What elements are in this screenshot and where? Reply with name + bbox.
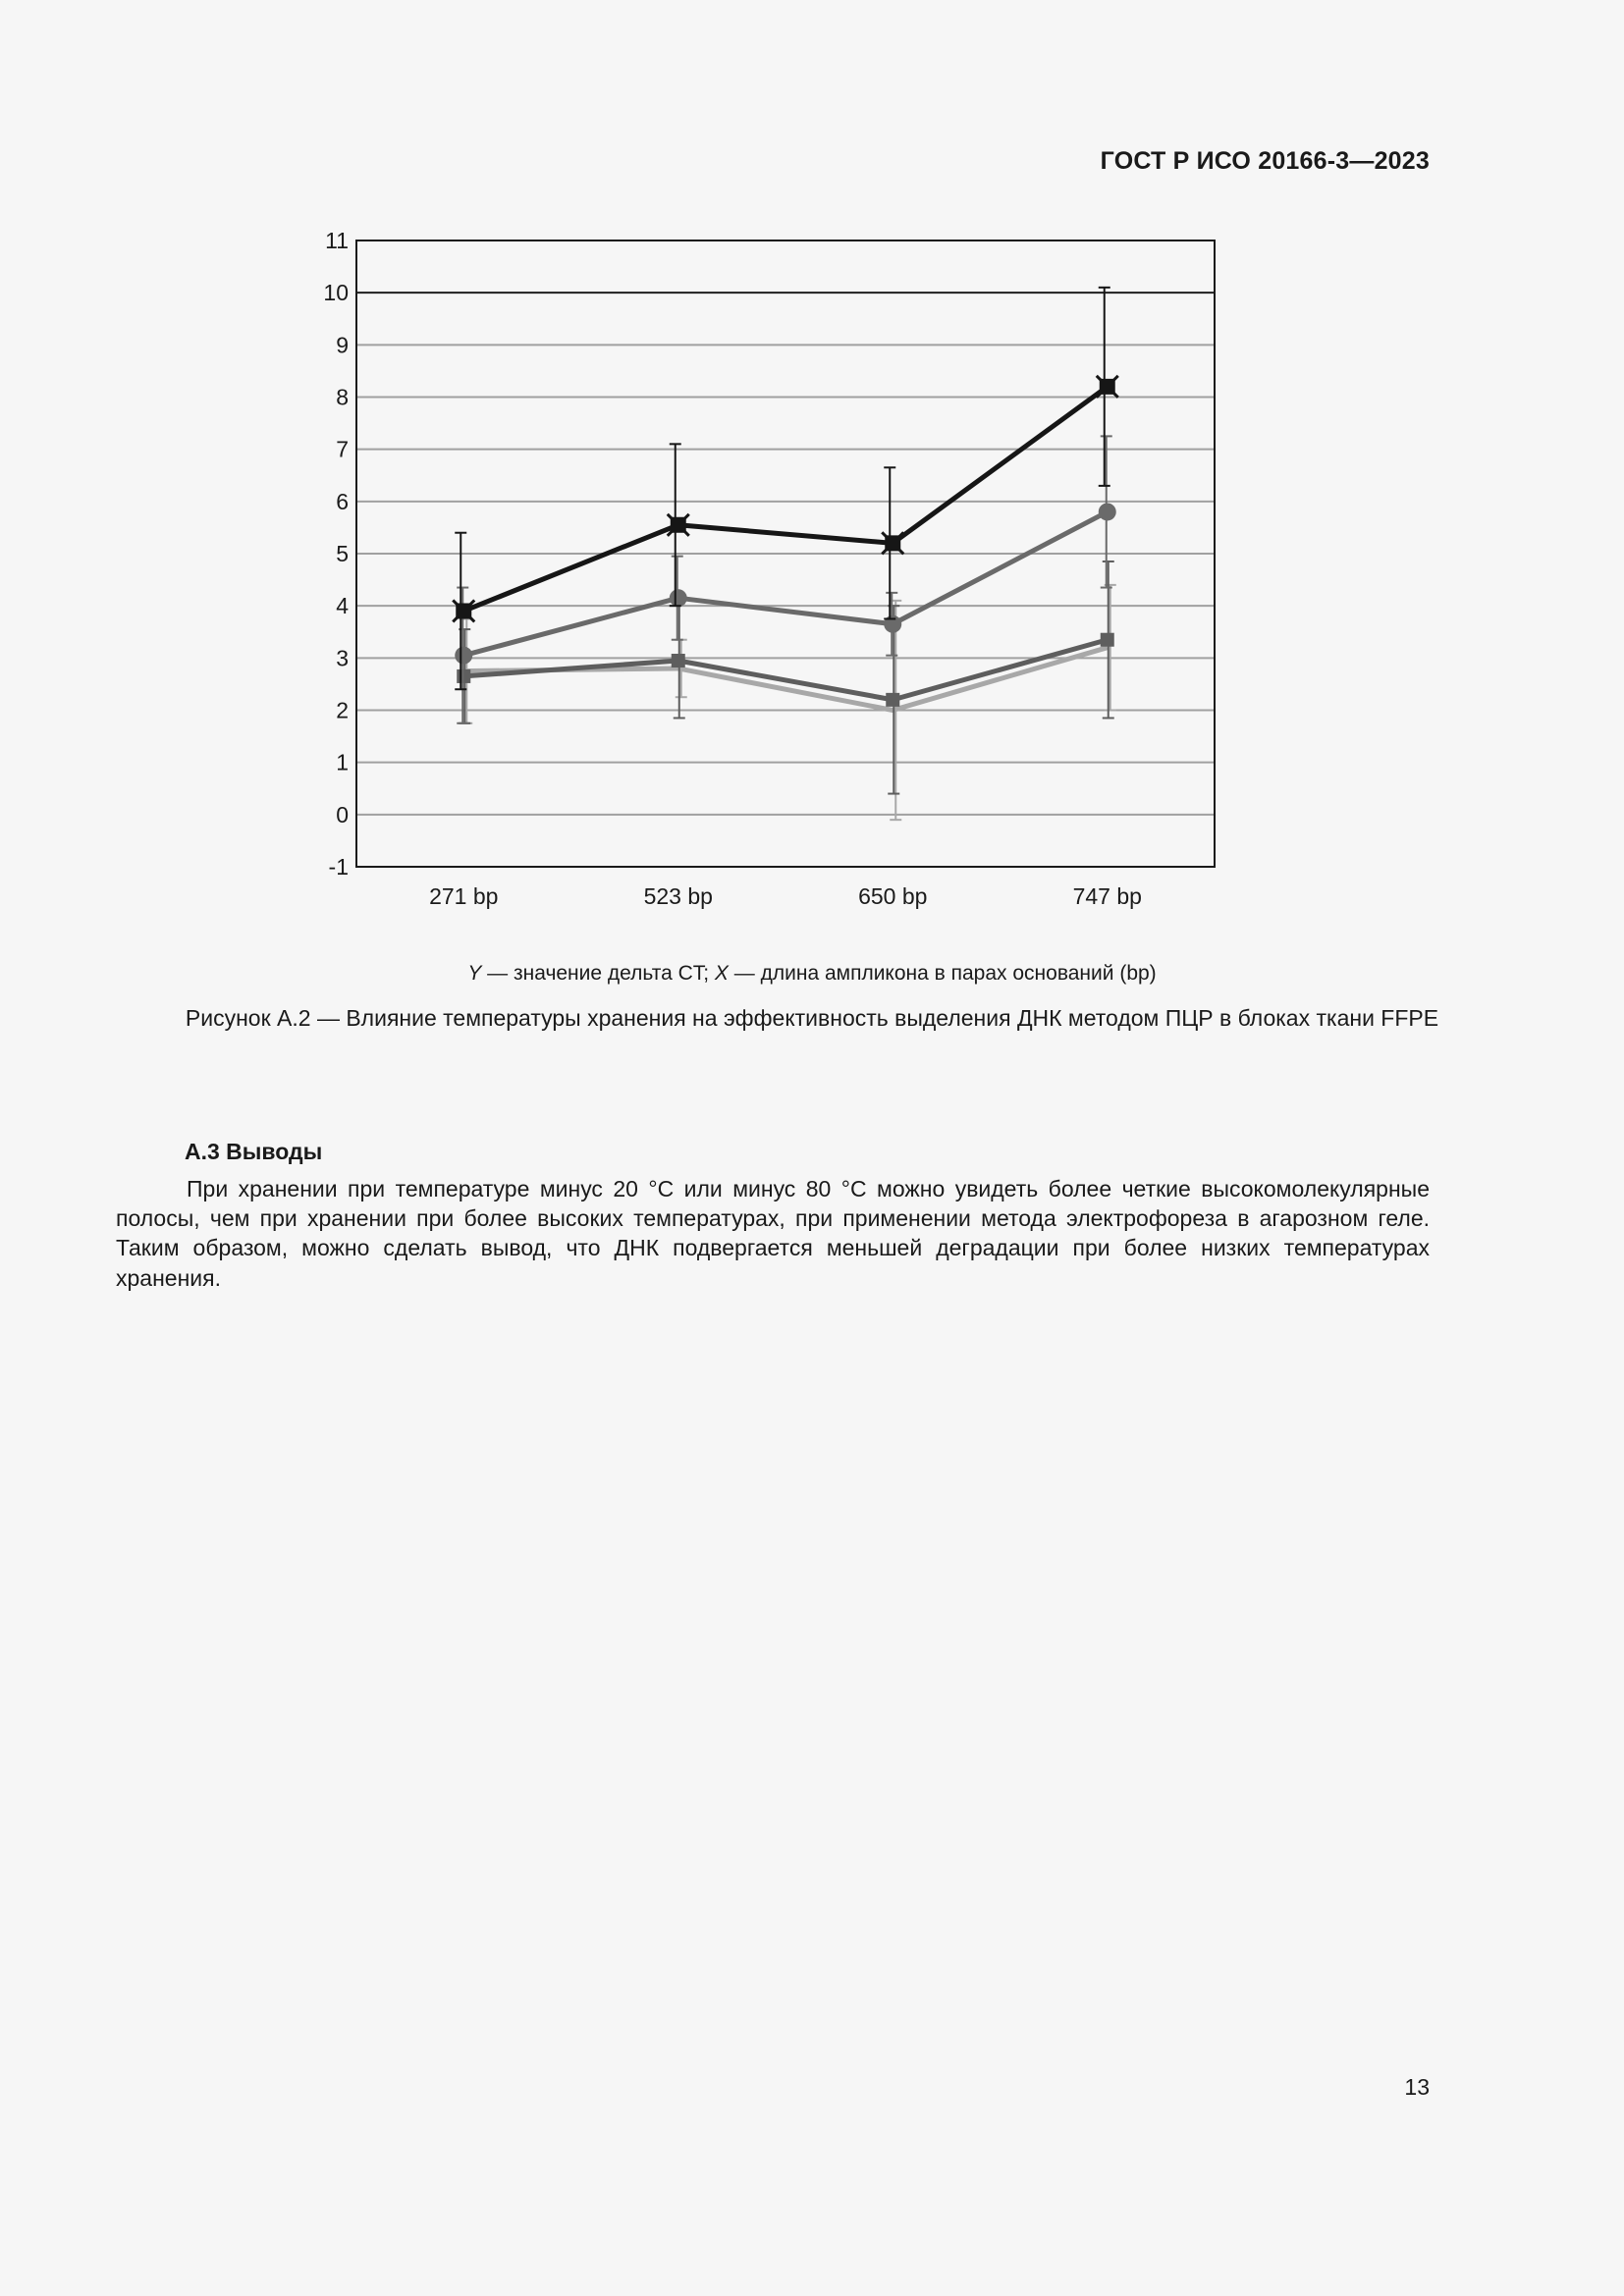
y-tick-label: 5 — [336, 541, 349, 566]
data-point-square — [1101, 633, 1114, 647]
figure-legend — [0, 962, 1624, 986]
legend-x-text: — длина ампликона в парах оснований (bp) — [728, 962, 1157, 985]
y-tick-label: 4 — [336, 593, 349, 619]
y-tick-label: 6 — [336, 488, 349, 514]
y-tick-label: 7 — [336, 436, 349, 462]
legend-y-text: — значение дельта CT; — [481, 962, 715, 985]
y-tick-label: 9 — [336, 332, 349, 358]
data-point-circle — [455, 647, 472, 665]
legend-x-symbol: X — [714, 962, 729, 985]
data-point-circle — [670, 589, 687, 607]
data-point-square — [672, 654, 685, 667]
section-title: А.3 Выводы — [185, 1139, 323, 1164]
data-point-square — [886, 693, 899, 707]
x-tick-label: 650 bp — [858, 883, 928, 909]
y-tick-label: 2 — [336, 697, 349, 723]
x-tick-label: 523 bp — [643, 883, 713, 909]
legend-y-symbol: Y — [467, 962, 482, 985]
x-tick-label: 747 bp — [1072, 883, 1142, 909]
y-tick-label: 3 — [336, 645, 349, 671]
document-header: ГОСТ Р ИСО 20166-3—2023 — [1100, 147, 1430, 175]
page-number: 13 — [1404, 2074, 1430, 2100]
data-point-circle — [1099, 503, 1116, 520]
y-tick-label: 8 — [336, 384, 349, 410]
y-tick-label: -1 — [328, 854, 349, 880]
delta-ct-chart — [295, 221, 1237, 947]
y-tick-label: 0 — [336, 801, 349, 828]
section-paragraph: При хранении при температуре минус 20 °С или минус 80 °С можно увидеть более четкие высокомолекулярные полосы, чем при хранении при более высоких температурах, при применении метода электрофореза в агарозном геле. Таким образом, можно сделать вывод, что ДНК подвергается меньшей деградации при более низких температурах хранения. — [116, 1176, 1430, 1291]
x-tick-label: 271 bp — [429, 883, 499, 909]
figure-caption: Рисунок А.2 — Влияние температуры хранения на эффективность выделения ДНК методом ПЦР в блоках ткани FFPE — [185, 1005, 1439, 1031]
y-tick-label: 11 — [325, 228, 349, 253]
y-tick-label: 1 — [336, 749, 349, 775]
y-tick-label: 10 — [323, 280, 349, 306]
